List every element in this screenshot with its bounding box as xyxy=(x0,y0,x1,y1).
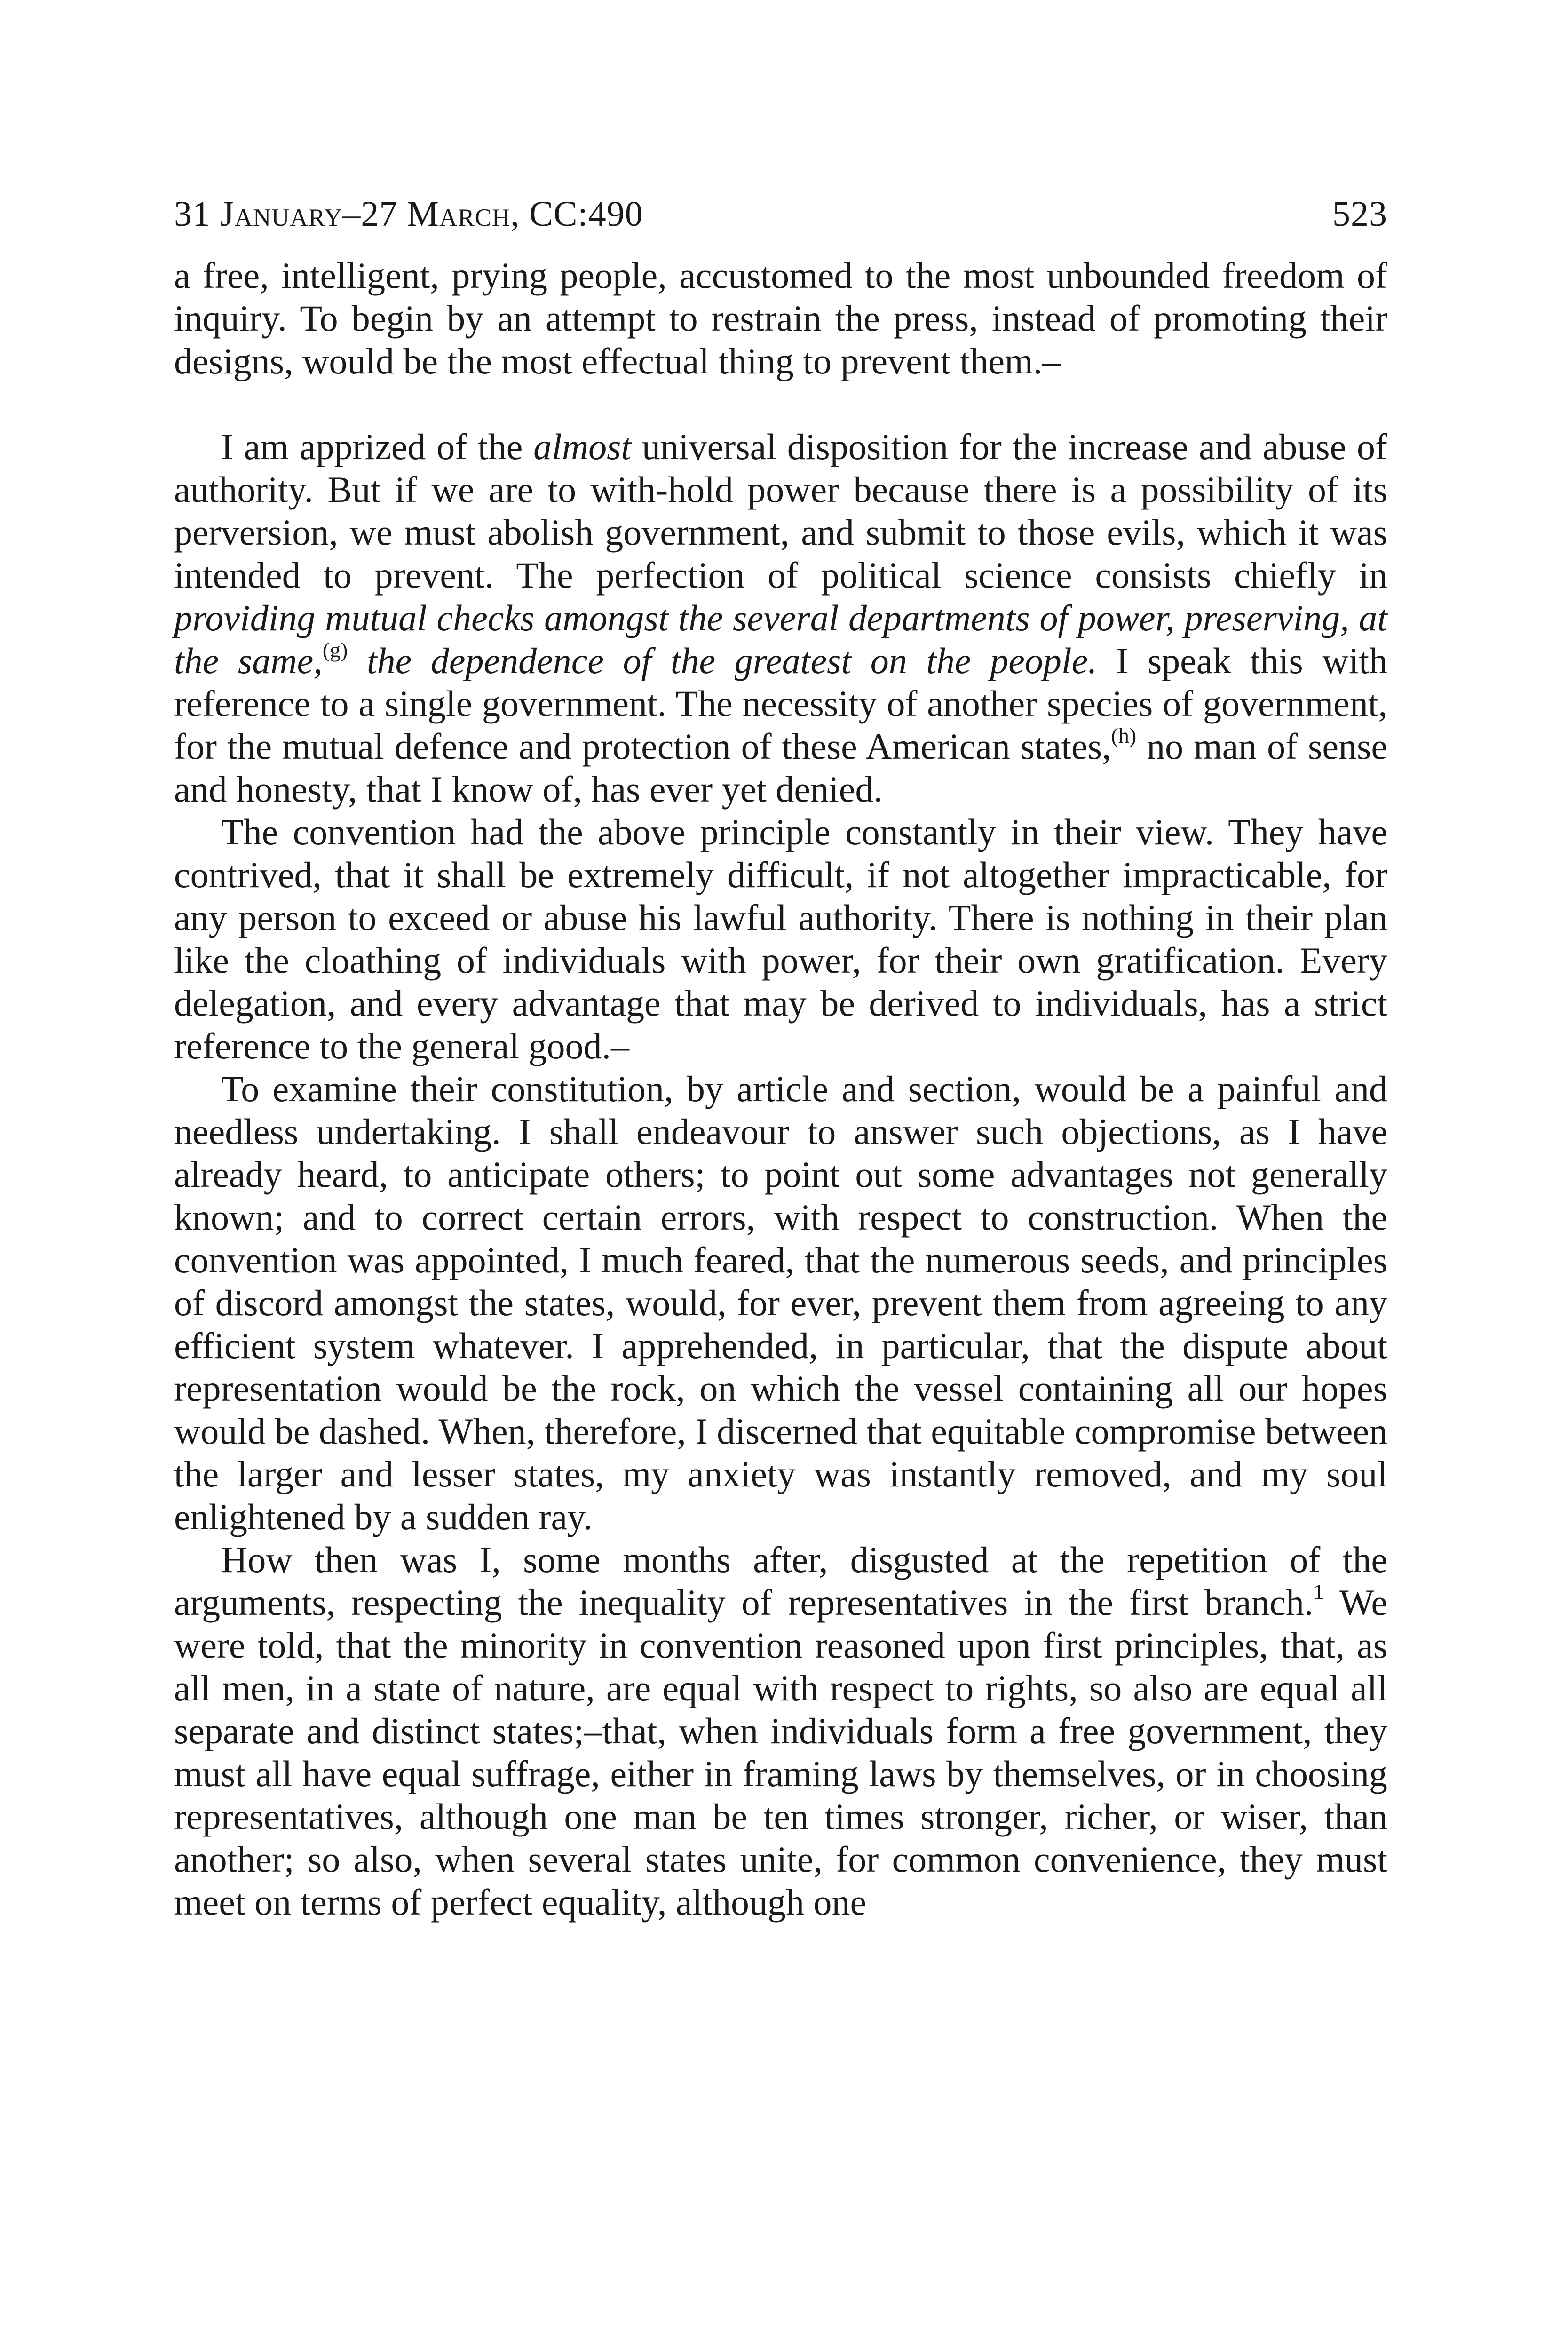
italic-mutual-checks: providing mutual checks amongst the several departments of power, preserving, at the same, xyxy=(174,597,1387,681)
paragraph-2-part-c: universal disposition for the increase and abuse of authority. But if we are to with-hold power because there is a possibility of its perversion, we must abolish government, and submit to those evils, which it was intended to prevent. The perfection of political science consists chiefly in xyxy=(174,426,1387,596)
paragraph-2-part-g: no man of sense and honesty, that I know of, has ever yet denied. xyxy=(174,726,1387,810)
footnote-marker-g: (g) xyxy=(322,638,348,662)
italic-dependence: the dependence of the greatest on the people. xyxy=(348,640,1097,681)
page-number: 523 xyxy=(1332,194,1387,234)
footnote-marker-h: (h) xyxy=(1111,723,1137,747)
paragraph-5-part-a: How then was I, some months after, disgusted at the repetition of the arguments, respecting the inequality of representatives in the first branch. xyxy=(174,1539,1387,1623)
paragraph-2 xyxy=(174,425,1387,810)
paragraph-2-part-f: I speak this with reference to a single government. The necessity of another species of government, for the mutual defence and protection of these American states, xyxy=(174,640,1387,767)
paragraph-1: a free, intelligent, prying people, accustomed to the most unbounded freedom of inquiry. To begin by an attempt to restrain the press, instead of promoting their designs, would be the most effectual thing to prevent them.– xyxy=(174,255,1387,381)
paragraph-5-part-b: We were told, that the minority in convention reasoned upon first principles, that, as all men, in a state of nature, are equal with respect to rights, so also are equal all separate and distinct states;–that, when individuals form a free government, they must all have equal suffrage, either in framing laws by themselves, or in choosing representatives, although one man be ten times stronger, richer, or wiser, than another; so also, when several states unite, for common convenience, they must meet on terms of perfect equality, although one xyxy=(174,1582,1387,1923)
footnote-marker-1: 1 xyxy=(1313,1580,1324,1604)
running-head-title xyxy=(174,188,643,240)
body-text xyxy=(174,254,1387,1923)
running-head-date-start: 31 xyxy=(174,194,220,234)
paragraph-2-part-a: I am apprized of the xyxy=(221,426,534,467)
running-head xyxy=(174,188,1387,240)
running-head-document-number: , CC:490 xyxy=(510,194,643,234)
italic-almost: almost xyxy=(533,426,632,467)
running-head-date-range: January–27 March xyxy=(220,194,511,234)
paragraph-3: The convention had the above principle constantly in their view. They have contrived, that it shall be extremely difficult, if not altogether impracticable, for any person to exceed or abuse his lawful authority. There is nothing in their plan like the cloathing of individuals with power, for their own gratification. Every delegation, and every advantage that may be derived to individuals, has a strict reference to the general good.– xyxy=(174,811,1387,1066)
paragraph-5 xyxy=(174,1538,1387,1923)
document-page xyxy=(174,188,1387,1923)
paragraph-4: To examine their constitution, by article and section, would be a painful and needless undertaking. I shall endeavour to answer such objections, as I have already heard, to anticipate others; to point out some advantages not generally known; and to correct certain errors, with respect to construction. When the convention was appointed, I much feared, that the numerous seeds, and principles of discord amongst the states, would, for ever, prevent them from agreeing to any efficient system whatever. I apprehended, in particular, that the dispute about representation would be the rock, on which the vessel containing all our hopes would be dashed. When, therefore, I discerned that equitable compromise between the larger and lesser states, my anxiety was instantly removed, and my soul enlightened by a sudden ray. xyxy=(174,1068,1387,1537)
